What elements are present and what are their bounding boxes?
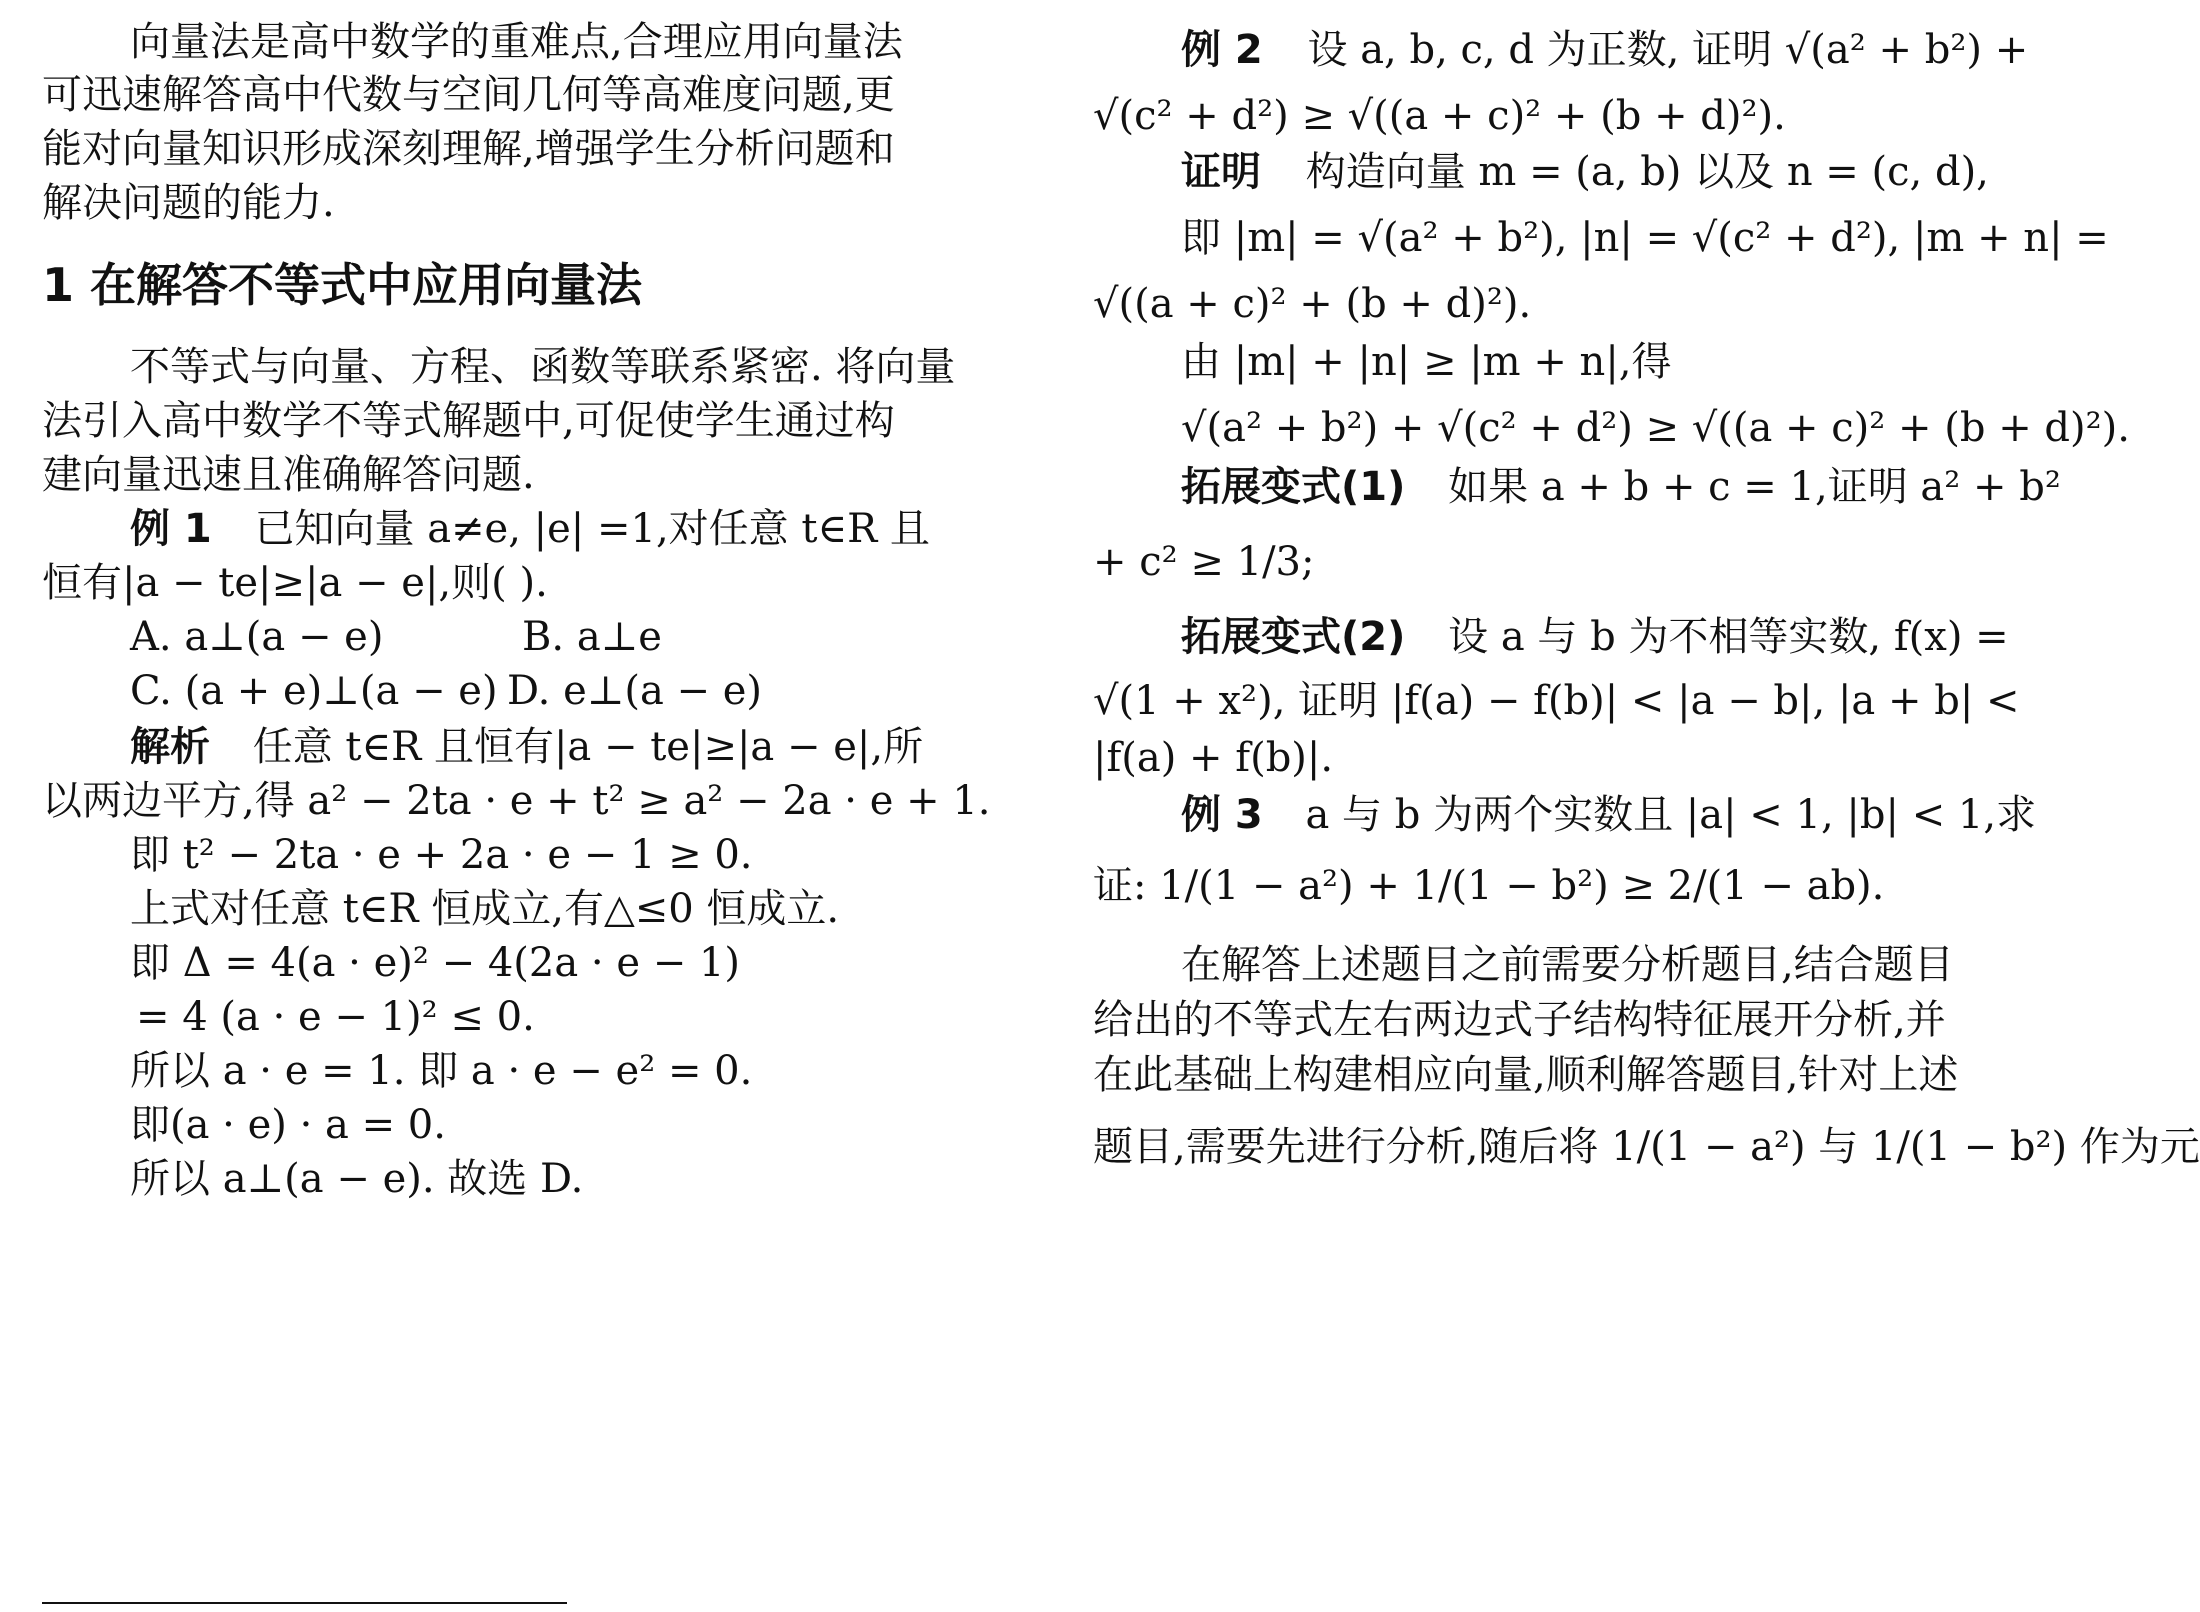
variant-1-label: 拓展变式(1) (1181, 464, 1406, 510)
solution-text-1: 任意 t∈R 且恒有|a − te|≥|a − e|,所 (252, 724, 924, 770)
solution-line-3: 即 t² − 2ta · e + 2a · e − 1 ≥ 0. (130, 832, 753, 878)
proof-line-5: √(a² + b²) + √(c² + d²) ≥ √((a + c)² + (b + d)²). (1181, 405, 2130, 451)
section-intro-line-1: 不等式与向量、方程、函数等联系紧密. 将向量 (130, 344, 956, 390)
proof-label: 证明 (1181, 149, 1261, 195)
solution-line-4: 上式对任意 t∈R 恒成立,有△≤0 恒成立. (130, 886, 840, 932)
example-2-line-1 (1093, 27, 2029, 73)
solution-line-5: 即 Δ = 4(a · e)² − 4(2a · e − 1) (130, 940, 741, 986)
solution-line-1 (42, 724, 924, 770)
solution-line-8: 即(a · e) · a = 0. (130, 1102, 446, 1148)
example-1-label: 例 1 (130, 506, 212, 552)
intro-line-1: 向量法是高中数学的重难点,合理应用向量法 (130, 19, 903, 65)
option-d: D. e⊥(a − e) (507, 668, 763, 714)
solution-line-7: 所以 a · e = 1. 即 a · e − e² = 0. (130, 1048, 753, 1094)
variant-2-text: 设 a 与 b 为不相等实数, f(x) = (1448, 614, 2009, 660)
analysis-line-4: 题目,需要先进行分析,随后将 1/(1 − a²) 与 1/(1 − b²) 作为元 (1093, 1124, 2200, 1170)
variant-1-line-1 (1093, 464, 2061, 510)
intro-line-2: 可迅速解答高中代数与空间几何等高难度问题,更 (42, 72, 895, 118)
proof-text-1: 构造向量 m = (a, b) 以及 n = (c, d), (1305, 149, 1989, 195)
intro-line-3: 能对向量知识形成深刻理解,增强学生分析问题和 (42, 126, 895, 172)
analysis-line-3: 在此基础上构建相应向量,顺利解答题目,针对上述 (1093, 1052, 1959, 1098)
solution-line-6: = 4 (a · e − 1)² ≤ 0. (136, 994, 535, 1040)
variant-2-label: 拓展变式(2) (1181, 614, 1406, 660)
intro-line-4: 解决问题的能力. (42, 180, 335, 226)
variant-1-text: 如果 a + b + c = 1,证明 a² + b² (1448, 464, 2061, 510)
variant-2-line-1 (1093, 614, 2009, 660)
solution-label: 解析 (130, 724, 210, 770)
proof-line-4: 由 |m| + |n| ≥ |m + n|,得 (1181, 339, 1672, 385)
section-heading: 1 在解答不等式中应用向量法 (42, 258, 643, 312)
analysis-line-2: 给出的不等式左右两边式子结构特征展开分析,并 (1093, 997, 1946, 1043)
proof-line-2: 即 |m| = √(a² + b²), |n| = √(c² + d²), |m + n| = (1181, 215, 2109, 261)
example-2-label: 例 2 (1181, 27, 1263, 73)
section-intro-line-2: 法引入高中数学不等式解题中,可促使学生通过构 (42, 398, 895, 444)
solution-line-9: 所以 a⊥(a − e). 故选 D. (130, 1156, 584, 1202)
solution-line-2: 以两边平方,得 a² − 2ta · e + t² ≥ a² − 2a · e + 1. (42, 778, 991, 824)
option-c: C. (a + e)⊥(a − e) (130, 668, 498, 714)
variant-1-line-2: + c² ≥ 1/3; (1093, 539, 1315, 585)
example-3-text: a 与 b 为两个实数且 |a| < 1, |b| < 1,求 (1305, 792, 2037, 838)
example-1-text: 已知向量 a≠e, |e| =1,对任意 t∈R 且 (254, 506, 930, 552)
example-1-line-1 (42, 506, 930, 552)
example-1-line-2: 恒有|a − te|≥|a − e|,则( ). (42, 560, 548, 606)
example-2-text: 设 a, b, c, d 为正数, 证明 √(a² + b²) + (1307, 27, 2029, 73)
analysis-line-1: 在解答上述题目之前需要分析题目,结合题目 (1181, 942, 1954, 988)
example-3-line-1 (1093, 792, 2037, 838)
example-3-line-2: 证: 1/(1 − a²) + 1/(1 − b²) ≥ 2/(1 − ab). (1093, 863, 1885, 909)
example-2-line-2: √(c² + d²) ≥ √((a + c)² + (b + d)²). (1093, 93, 1786, 139)
section-intro-line-3: 建向量迅速且准确解答问题. (42, 452, 535, 498)
example-3-label: 例 3 (1181, 792, 1263, 838)
proof-line-1 (1093, 149, 1989, 195)
option-a: A. a⊥(a − e) (130, 614, 384, 660)
variant-2-line-2: √(1 + x²), 证明 |f(a) − f(b)| < |a − b|, |a + b| < (1093, 678, 2020, 724)
option-b: B. a⊥e (522, 614, 662, 660)
variant-2-line-3: |f(a) + f(b)|. (1093, 735, 1334, 781)
proof-line-3: √((a + c)² + (b + d)²). (1093, 281, 1532, 327)
option-row-1 (42, 614, 1030, 660)
footnote-rule (42, 1602, 567, 1604)
option-row-2 (42, 668, 1030, 714)
